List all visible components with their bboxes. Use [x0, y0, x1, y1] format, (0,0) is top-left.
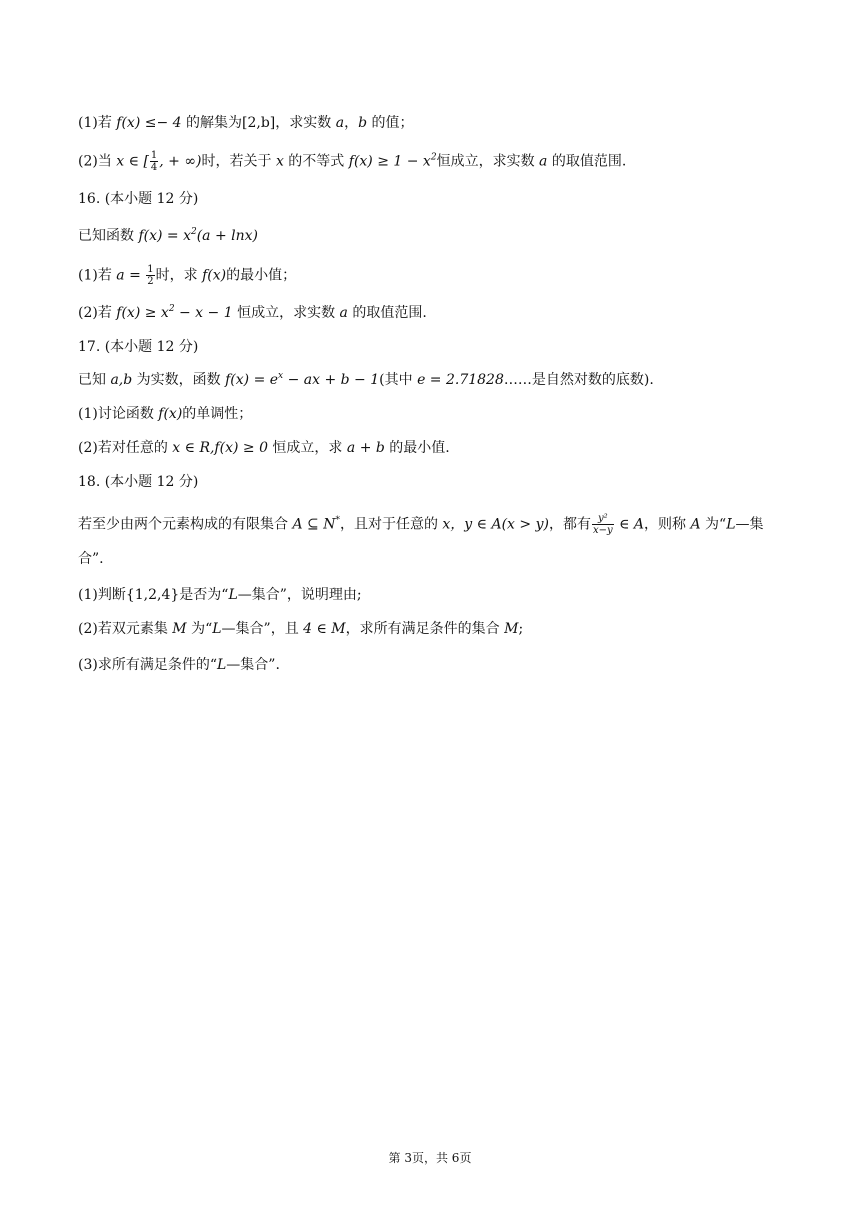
page-footer: 第 3页，共 6页	[388, 1151, 472, 1165]
text: —集合”，且	[221, 621, 304, 637]
math-expression: x ∈ R,f(x) ≥ 0	[172, 440, 268, 456]
fraction-numerator: 1	[150, 150, 158, 161]
fraction-denominator: 2	[147, 276, 154, 287]
text: 时，求	[155, 267, 203, 284]
text: 的最小值；	[226, 267, 297, 284]
text: 为“	[186, 621, 213, 637]
q17-header: 17. (本小题 12 分)	[78, 339, 199, 355]
superscript: x	[278, 371, 284, 381]
q17-part1	[78, 404, 252, 424]
math-variable: x	[275, 153, 284, 170]
part-label: (1)判断	[78, 587, 126, 603]
q16-part2	[78, 303, 427, 323]
superscript: 2	[430, 152, 437, 163]
q18-stem-line1	[78, 513, 763, 536]
math-expression: x，y ∈ A(x > y)	[442, 516, 549, 533]
superscript: 2	[190, 227, 197, 237]
superscript: *	[335, 515, 340, 526]
math-variable: L	[726, 516, 736, 533]
text: 的值；	[367, 115, 414, 131]
text: 已知	[78, 372, 111, 388]
fraction	[592, 513, 614, 536]
text: 的不等式	[283, 153, 349, 170]
text: —集	[735, 516, 764, 533]
math-expression: 4 ∈ M	[303, 621, 346, 637]
math-expression: a + b	[346, 440, 385, 456]
text: 的最小值.	[384, 440, 450, 456]
math-variable: L	[217, 657, 227, 673]
q18-stem-line2: 合”.	[78, 551, 104, 567]
q16-part1	[78, 264, 296, 287]
text: ，	[344, 115, 359, 131]
q16-header: 16. (本小题 12 分)	[78, 191, 199, 207]
math-variable: L	[228, 587, 238, 603]
part-label: (2)若双元素集	[78, 621, 173, 637]
math-expression: f(x) ≥ x	[116, 305, 169, 321]
text: 的解集为	[181, 115, 243, 131]
q18-part3	[78, 655, 280, 675]
math-expression: a =	[116, 267, 146, 284]
text: —集合”，说明理由;	[237, 587, 362, 603]
math-expression: {1,2,4}	[125, 587, 180, 603]
math-expression: f(x) = x	[138, 228, 191, 244]
text: 的取值范围.	[547, 153, 627, 170]
part-label: (1)讨论函数	[78, 406, 159, 422]
math-expression: f(x)	[202, 267, 227, 284]
text: 恒成立，求实数	[232, 305, 340, 321]
math-expression: − x − 1	[174, 305, 233, 321]
part-label: (1)若	[78, 267, 117, 284]
math-variable: a	[335, 115, 345, 131]
text: 已知函数	[78, 228, 139, 244]
math-expression: [2,b]	[242, 115, 276, 131]
math-variable: M	[172, 621, 187, 637]
part-label: (2)若对任意的	[78, 440, 173, 456]
math-expression: f(x) = e	[225, 372, 279, 388]
text: ，则称	[644, 516, 691, 533]
q18-header: 18. (本小题 12 分)	[78, 474, 199, 490]
math-expression: f(x) ≥ 1 − x	[348, 153, 431, 170]
q18-part1	[78, 585, 362, 605]
text: 恒成立，求实数	[436, 153, 540, 170]
math-variable: a	[339, 305, 348, 321]
text: 为“	[700, 516, 727, 533]
text: 的单调性；	[182, 406, 253, 422]
text: 恒成立，求	[267, 440, 347, 456]
text: ……是自然对数的底数).	[503, 372, 654, 388]
math-expression: e = 2.71828	[417, 372, 504, 388]
text: 若至少由两个元素构成的有限集合	[78, 516, 293, 533]
q17-part2	[78, 438, 450, 458]
math-variable: L	[212, 621, 222, 637]
text: ;	[518, 621, 524, 637]
text: ，求所有满足条件的集合	[345, 621, 505, 637]
math-expression: ∈ A	[614, 516, 644, 533]
math-expression: A ⊆ N	[292, 516, 336, 533]
text: ，都有	[548, 516, 591, 533]
text: 是否为“	[179, 587, 229, 603]
fraction-numerator: 1	[147, 264, 154, 275]
fraction-denominator: 4	[150, 162, 158, 173]
text: —集合”.	[226, 657, 280, 673]
part-label: (1)若	[78, 115, 117, 131]
part-label: (2)若	[78, 305, 117, 321]
math-expression: a,b	[110, 372, 133, 388]
q15-part2	[78, 150, 626, 173]
part-label: (3)求所有满足条件的“	[78, 657, 217, 673]
math-expression: (a + lnx)	[196, 228, 259, 244]
fraction-denominator: x−y	[592, 525, 613, 536]
text: ，求实数	[275, 115, 336, 131]
fraction-numerator: y²	[592, 513, 614, 525]
text: (其中	[379, 372, 418, 388]
math-expression: x ∈ [	[116, 153, 149, 170]
math-variable: a	[539, 153, 548, 170]
math-expression: f(x) ≤− 4	[116, 115, 182, 131]
text: 时，若关于	[201, 153, 276, 170]
text: ，且对于任意的	[339, 516, 443, 533]
q15-part1	[78, 113, 414, 133]
part-label: (2)当	[78, 153, 117, 170]
q17-stem	[78, 370, 654, 390]
superscript: 2	[168, 304, 175, 314]
math-expression: f(x)	[158, 406, 183, 422]
math-expression: , + ∞)	[159, 153, 202, 170]
text: 的取值范围.	[347, 305, 427, 321]
q16-stem	[78, 226, 258, 246]
math-expression: − ax + b − 1	[283, 372, 380, 388]
math-variable: A	[690, 516, 701, 533]
q18-part2	[78, 619, 523, 639]
text: 为实数，函数	[132, 372, 226, 388]
math-variable: M	[504, 621, 519, 637]
fraction	[150, 150, 158, 173]
fraction	[146, 264, 154, 287]
math-variable: b	[358, 115, 368, 131]
